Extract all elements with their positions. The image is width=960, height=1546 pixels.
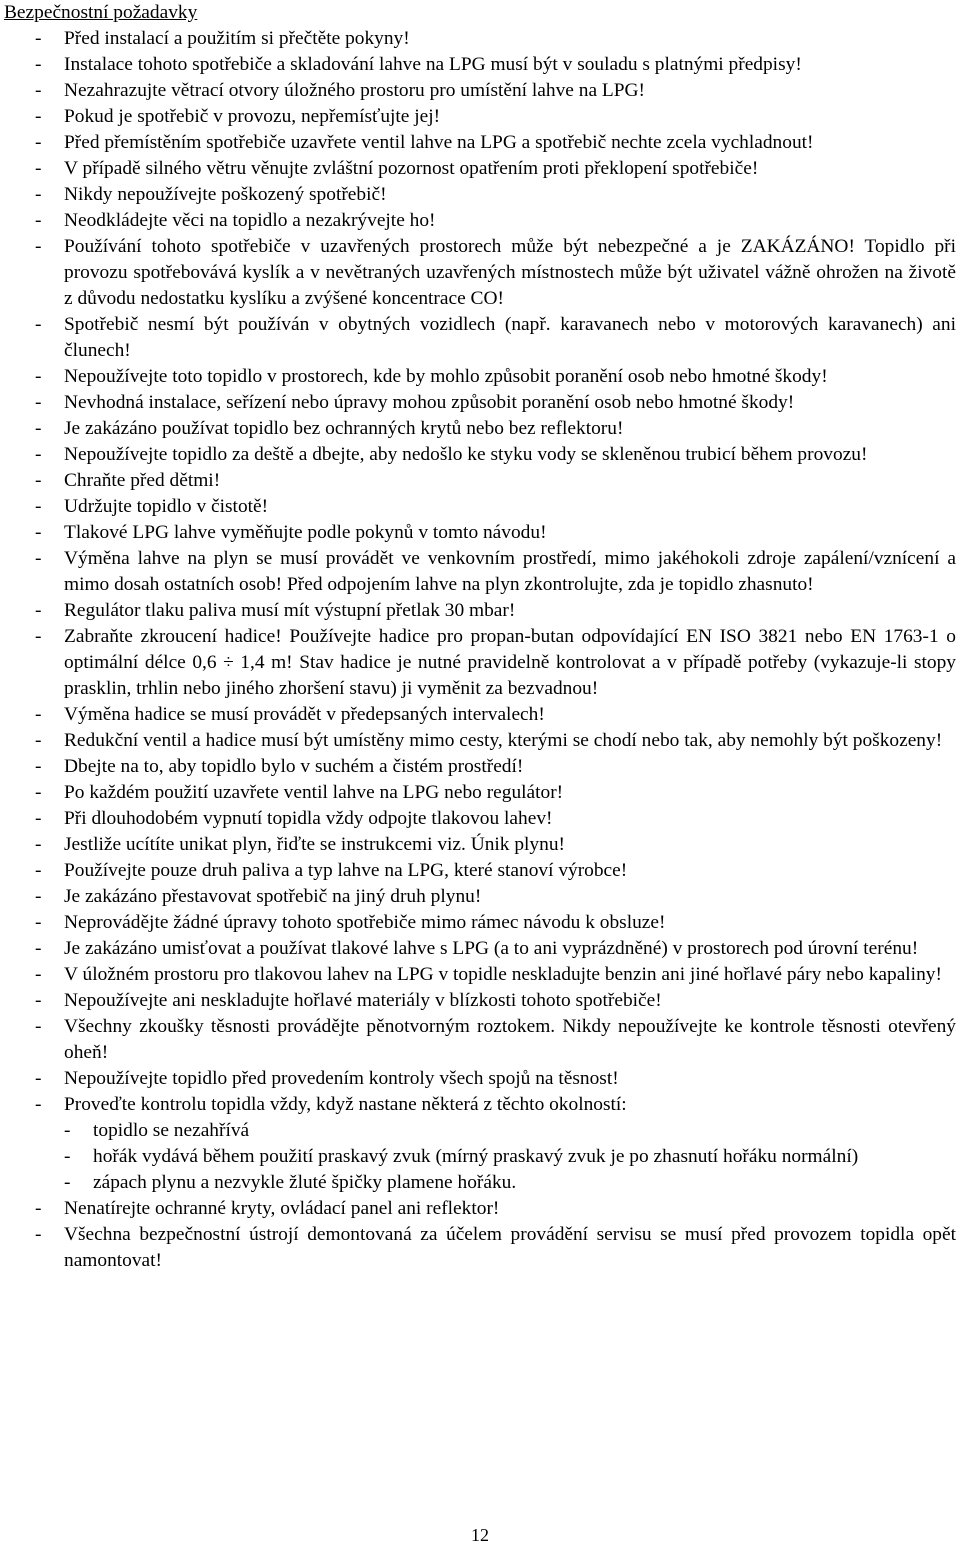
list-item-text: Nevhodná instalace, seřízení nebo úpravy mohou způsobit poranění osob nebo hmotné škody! xyxy=(64,392,795,413)
list-item xyxy=(0,208,960,234)
list-item xyxy=(0,104,960,130)
list-item xyxy=(0,962,960,988)
list-item-text: Nezahrazujte větrací otvory úložného prostoru pro umístění lahve na LPG! xyxy=(64,80,645,101)
list-item-text: Nepoužívejte toto topidlo v prostorech, kde by mohlo způsobit poranění osob nebo hmotné škody! xyxy=(64,366,828,387)
list-item xyxy=(0,728,960,754)
list-item-text: Nenatírejte ochranné kryty, ovládací panel ani reflektor! xyxy=(64,1198,500,1219)
list-dash: - xyxy=(35,938,42,959)
list-dash: - xyxy=(35,496,42,517)
list-item xyxy=(0,1092,960,1118)
list-item-text: Tlakové LPG lahve vyměňujte podle pokynů v tomto návodu! xyxy=(64,522,547,543)
list-dash: - xyxy=(35,1224,42,1245)
list-dash: - xyxy=(35,808,42,829)
list-item xyxy=(0,1066,960,1092)
list-item xyxy=(0,442,960,468)
safety-requirements-list xyxy=(0,26,960,1274)
list-dash: - xyxy=(35,600,42,621)
list-item xyxy=(0,494,960,520)
list-dash: - xyxy=(35,704,42,725)
list-item-text: Při dlouhodobém vypnutí topidla vždy odpojte tlakovou lahev! xyxy=(64,808,553,829)
list-dash: - xyxy=(35,990,42,1011)
list-dash: - xyxy=(35,730,42,751)
list-item xyxy=(0,754,960,780)
list-dash: - xyxy=(35,418,42,439)
list-item xyxy=(0,26,960,52)
list-item xyxy=(0,546,960,598)
list-item xyxy=(0,182,960,208)
list-dash: - xyxy=(35,782,42,803)
list-dash: - xyxy=(35,912,42,933)
list-dash: - xyxy=(35,1094,42,1115)
list-item xyxy=(0,780,960,806)
list-dash: - xyxy=(35,886,42,907)
list-item xyxy=(0,52,960,78)
list-dash: - xyxy=(35,756,42,777)
list-dash: - xyxy=(35,1198,42,1219)
list-dash: - xyxy=(35,444,42,465)
list-dash: - xyxy=(35,860,42,881)
list-item xyxy=(0,832,960,858)
list-item-text: Neprovádějte žádné úpravy tohoto spotřebiče mimo rámec návodu k obsluze! xyxy=(64,912,666,933)
list-dash: - xyxy=(35,158,42,179)
list-item-text: Instalace tohoto spotřebiče a skladování lahve na LPG musí být v souladu s platnými předpisy! xyxy=(64,54,802,75)
list-item-text: Před přemístěním spotřebiče uzavřete ventil lahve na LPG a spotřebič nechte zcela vychladnout! xyxy=(64,132,814,153)
list-dash: - xyxy=(64,1172,71,1193)
list-item-text: Dbejte na to, aby topidlo bylo v suchém a čistém prostředí! xyxy=(64,756,524,777)
list-item xyxy=(0,364,960,390)
list-item-text: Je zakázáno přestavovat spotřebič na jiný druh plynu! xyxy=(64,886,482,907)
list-dash: - xyxy=(35,626,42,647)
sub-list-item-text: zápach plynu a nezvykle žluté špičky plamene hořáku. xyxy=(93,1172,517,1193)
list-item-text: Spotřebič nesmí být používán v obytných vozidlech (např. karavanech nebo v motorových karavanech) ani člunech! xyxy=(64,314,956,361)
list-item-text: Neodkládejte věci na topidlo a nezakrývejte ho! xyxy=(64,210,436,231)
list-item-text: Používání tohoto spotřebiče v uzavřených prostorech může být nebezpečné a je ZAKÁZÁNO! Topidlo při provozu spotřebovává kyslík a v nevětraných uzavřených místnostech může být uživatel vážně ohrožen na životě z důvodu nedostatku kyslíku a zvýšené koncentrace CO! xyxy=(64,236,956,309)
list-item-text: V úložném prostoru pro tlakovou lahev na LPG v topidle neskladujte benzin ani jiné hořlavé páry nebo kapaliny! xyxy=(64,964,942,985)
list-item-text: Nepoužívejte ani neskladujte hořlavé materiály v blízkosti tohoto spotřebiče! xyxy=(64,990,662,1011)
list-dash: - xyxy=(35,834,42,855)
list-item xyxy=(0,312,960,364)
list-item-text: Všechna bezpečnostní ústrojí demontovaná za účelem provádění servisu se musí před provozem topidla opět namontovat! xyxy=(64,1224,956,1271)
list-dash: - xyxy=(35,1016,42,1037)
list-dash: - xyxy=(35,106,42,127)
list-item xyxy=(0,156,960,182)
list-dash: - xyxy=(64,1120,71,1141)
list-item xyxy=(0,1014,960,1066)
list-dash: - xyxy=(35,210,42,231)
list-item-text: Nepoužívejte topidlo před provedením kontroly všech spojů na těsnost! xyxy=(64,1068,619,1089)
list-item xyxy=(0,988,960,1014)
list-item xyxy=(0,468,960,494)
list-item xyxy=(0,598,960,624)
sub-list-item xyxy=(0,1144,960,1170)
list-item-text: Výměna hadice se musí provádět v předepsaných intervalech! xyxy=(64,704,545,725)
list-item-text: Před instalací a použitím si přečtěte pokyny! xyxy=(64,28,410,49)
list-dash: - xyxy=(35,236,42,257)
page-number: 12 xyxy=(471,1525,489,1545)
list-item xyxy=(0,520,960,546)
list-item-text: Zabraňte zkroucení hadice! Používejte hadice pro propan-butan odpovídající EN ISO 3821 nebo EN 1763-1 o optimální délce 0,6 ÷ 1,4 m! Stav hadice je nutné pravidelně kontrolovat a v případě potřeby (vykazuje-li stopy prasklin, trhlin nebo jiného zhoršení stavu) ji vyměnit za bezvadnou! xyxy=(64,626,956,699)
sub-list-item xyxy=(0,1170,960,1196)
list-dash: - xyxy=(64,1146,71,1167)
list-item xyxy=(0,910,960,936)
list-dash: - xyxy=(35,522,42,543)
list-item xyxy=(0,234,960,312)
section-heading: Bezpečnostní požadavky xyxy=(4,2,198,23)
list-item xyxy=(0,624,960,702)
list-item xyxy=(0,390,960,416)
list-item-text: Po každém použití uzavřete ventil lahve na LPG nebo regulátor! xyxy=(64,782,564,803)
list-item xyxy=(0,702,960,728)
list-dash: - xyxy=(35,80,42,101)
list-dash: - xyxy=(35,392,42,413)
list-item-text: Chraňte před dětmi! xyxy=(64,470,221,491)
list-item-text: Proveďte kontrolu topidla vždy, když nastane některá z těchto okolností: xyxy=(64,1094,627,1115)
list-dash: - xyxy=(35,132,42,153)
list-item-text: Jestliže ucítíte unikat plyn, řiďte se instrukcemi viz. Únik plynu! xyxy=(64,834,565,855)
list-item xyxy=(0,936,960,962)
sub-list-item-text: topidlo se nezahřívá xyxy=(93,1120,250,1141)
list-dash: - xyxy=(35,28,42,49)
list-item-text: Je zakázáno umisťovat a používat tlakové lahve s LPG (a to ani vyprázdněné) v prostorech pod úrovní terénu! xyxy=(64,938,919,959)
list-dash: - xyxy=(35,1068,42,1089)
list-item xyxy=(0,1196,960,1222)
list-item-text: Všechny zkoušky těsnosti provádějte pěnotvorným roztokem. Nikdy nepoužívejte ke kontrole těsnosti otevřený oheň! xyxy=(64,1016,956,1063)
list-item-text: Udržujte topidlo v čistotě! xyxy=(64,496,269,517)
list-dash: - xyxy=(35,470,42,491)
list-dash: - xyxy=(35,184,42,205)
list-item xyxy=(0,130,960,156)
list-item-text: Nikdy nepoužívejte poškozený spotřebič! xyxy=(64,184,387,205)
list-dash: - xyxy=(35,54,42,75)
list-item-text: Redukční ventil a hadice musí být umístěny mimo cesty, kterými se chodí nebo tak, aby nemohly být poškozeny! xyxy=(64,730,943,751)
list-item xyxy=(0,78,960,104)
list-item-text: V případě silného větru věnujte zvláštní pozornost opatřením proti překlopení spotřebiče! xyxy=(64,158,759,179)
list-item-text: Pokud je spotřebič v provozu, nepřemísťujte jej! xyxy=(64,106,441,127)
sub-list-item-text: hořák vydává během použití praskavý zvuk (mírný praskavý zvuk je po zhasnutí hořáku normální) xyxy=(93,1146,859,1167)
list-item xyxy=(0,806,960,832)
sub-list-item xyxy=(0,1118,960,1144)
list-item xyxy=(0,884,960,910)
list-dash: - xyxy=(35,314,42,335)
list-item-text: Regulátor tlaku paliva musí mít výstupní přetlak 30 mbar! xyxy=(64,600,516,621)
list-item-text: Výměna lahve na plyn se musí provádět ve venkovním prostředí, mimo jakéhokoli zdroje zapálení/vznícení a mimo dosah ostatních osob! Před odpojením lahve na plyn zkontrolujte, zda je topidlo zhasnuto! xyxy=(64,548,956,595)
list-item xyxy=(0,416,960,442)
list-item xyxy=(0,1222,960,1274)
list-item xyxy=(0,858,960,884)
list-item-text: Je zakázáno používat topidlo bez ochranných krytů nebo bez reflektoru! xyxy=(64,418,624,439)
list-item-text: Nepoužívejte topidlo za deště a dbejte, aby nedošlo ke styku vody se skleněnou trubicí během provozu! xyxy=(64,444,868,465)
list-dash: - xyxy=(35,366,42,387)
list-item-text: Používejte pouze druh paliva a typ lahve na LPG, které stanoví výrobce! xyxy=(64,860,628,881)
list-dash: - xyxy=(35,548,42,569)
list-dash: - xyxy=(35,964,42,985)
